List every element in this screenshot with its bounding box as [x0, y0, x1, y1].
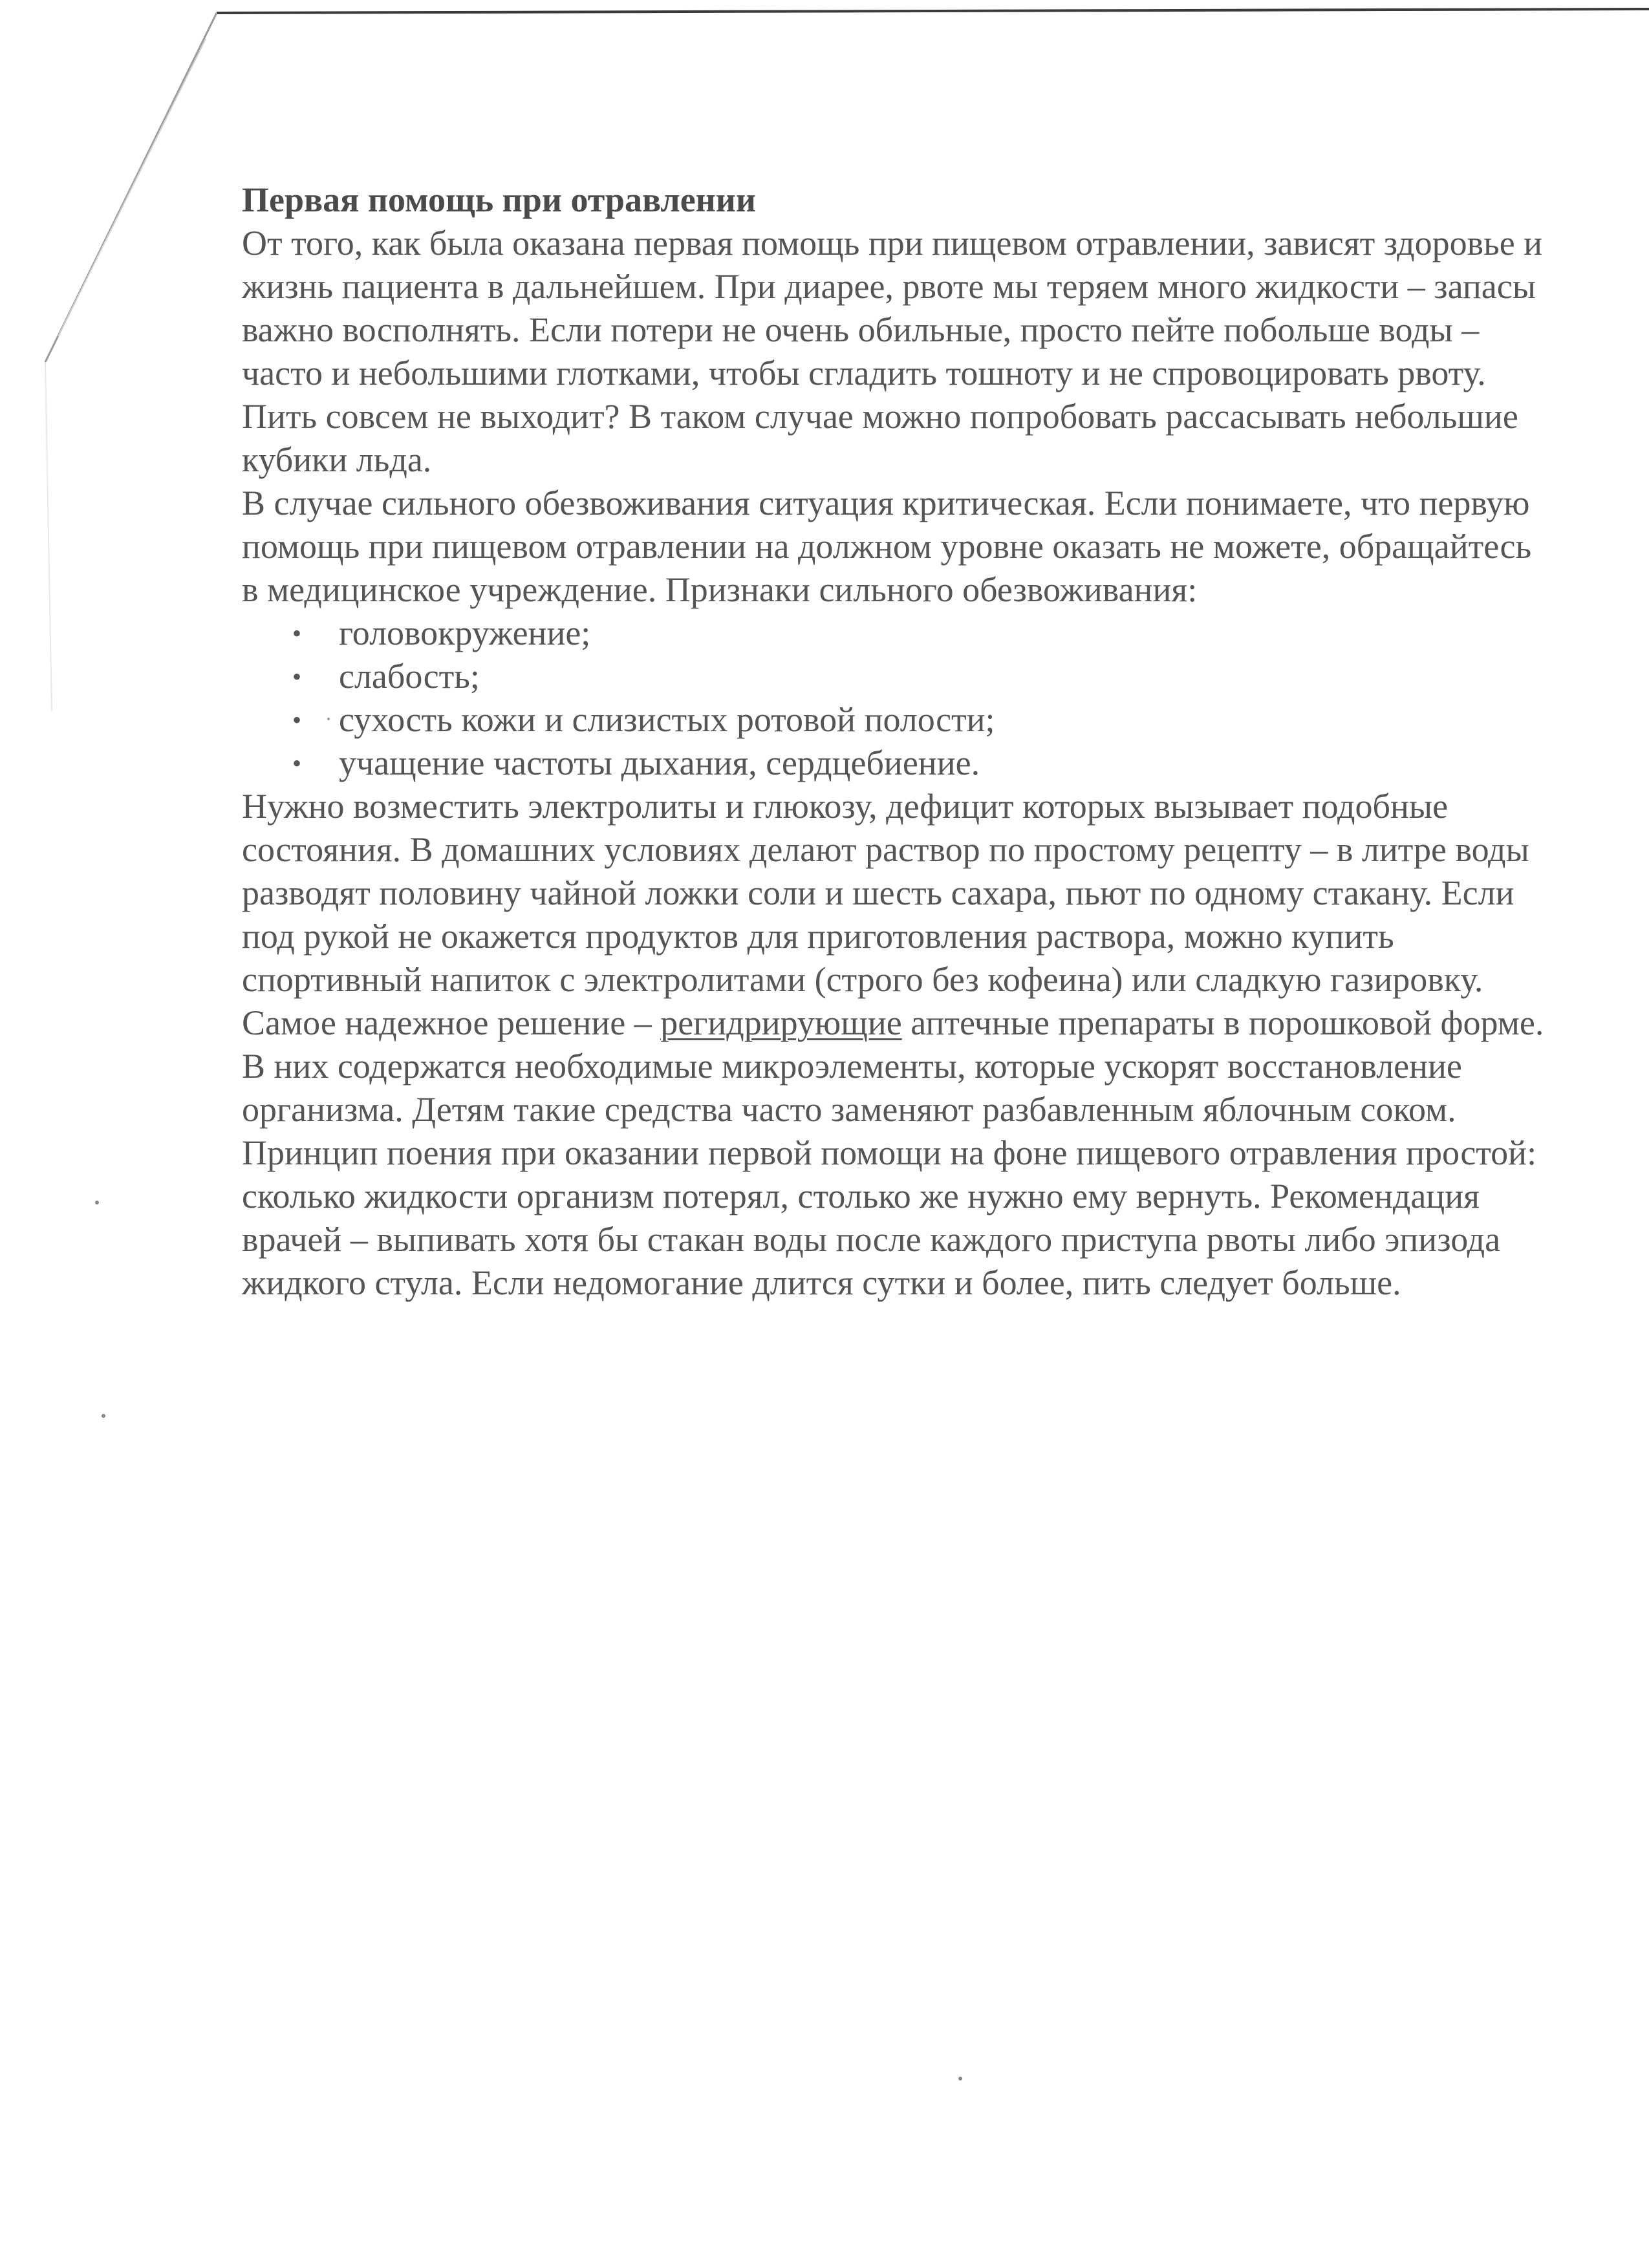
article — [242, 178, 1555, 1305]
paragraph-rehydration-start: Самое надежное решение – — [242, 1003, 661, 1042]
paragraph-drinking-principle: Принцип поения при оказании первой помощи на фоне пищевого отравления простой: сколько жидкости организм потерял, столько же нужно ему вернуть. Рекомендация врачей – выпивать хотя бы стакан воды после каждого приступа рвоты либо эпизода жидкого стула. Если недомогание длится сутки и более, пить следует больше. — [242, 1133, 1537, 1302]
list-item: • головокружение; — [339, 612, 1555, 655]
paragraph-intro: От того, как была оказана первая помощь при пищевом отравлении, зависят здоровье и жизнь пациента в дальнейшем. При диарее, рвоте мы теряем много жидкости – запасы важно восполнять. Если потери не очень обильные, просто пейте побольше воды – часто и небольшими глотками, чтобы сгладить тошноту и не спровоцировать рвоту. Пить совсем не выходит? В таком случае можно попробовать рассасывать небольшие кубики льда. — [242, 224, 1543, 479]
paragraph-rehydration-end: аптечные препараты в порошковой форме. В них содержатся необходимые микроэлементы, которые ускорят восстановление организма. Детям такие средства часто заменяют разбавленным яблочным соком. — [242, 1003, 1544, 1129]
paragraph-dehydration: В случае сильного обезвоживания ситуация критическая. Если понимаете, что первую помощь при пищевом отравлении на должном уровне оказать не можете, обращайтесь в медицинское учреждение. Признаки сильного обезвоживания: — [242, 484, 1532, 609]
list-item: • слабость; — [339, 655, 1555, 698]
symptoms-list — [242, 612, 1555, 785]
list-item: • сухость кожи и слизистых ротовой полости; — [339, 698, 1555, 742]
article-title: Первая помощь при отравлении — [242, 180, 756, 219]
list-item: • учащение частоты дыхания, сердцебиение. — [339, 742, 1555, 785]
underlined-term: регидрирующие — [660, 1003, 902, 1042]
paragraph-electrolytes: Нужно возместить электролиты и глюкозу, дефицит которых вызывает подобные состояния. В домашних условиях делают раствор по простому рецепту – в литре воды разводят половину чайной ложки соли и шесть сахара, пьют по одному стакану. Если под рукой не окажется продуктов для приготовления раствора, можно купить спортивный напиток с электролитами (строго без кофеина) или сладкую газировку. — [242, 787, 1529, 999]
paragraph-rehydration — [242, 1001, 1555, 1131]
